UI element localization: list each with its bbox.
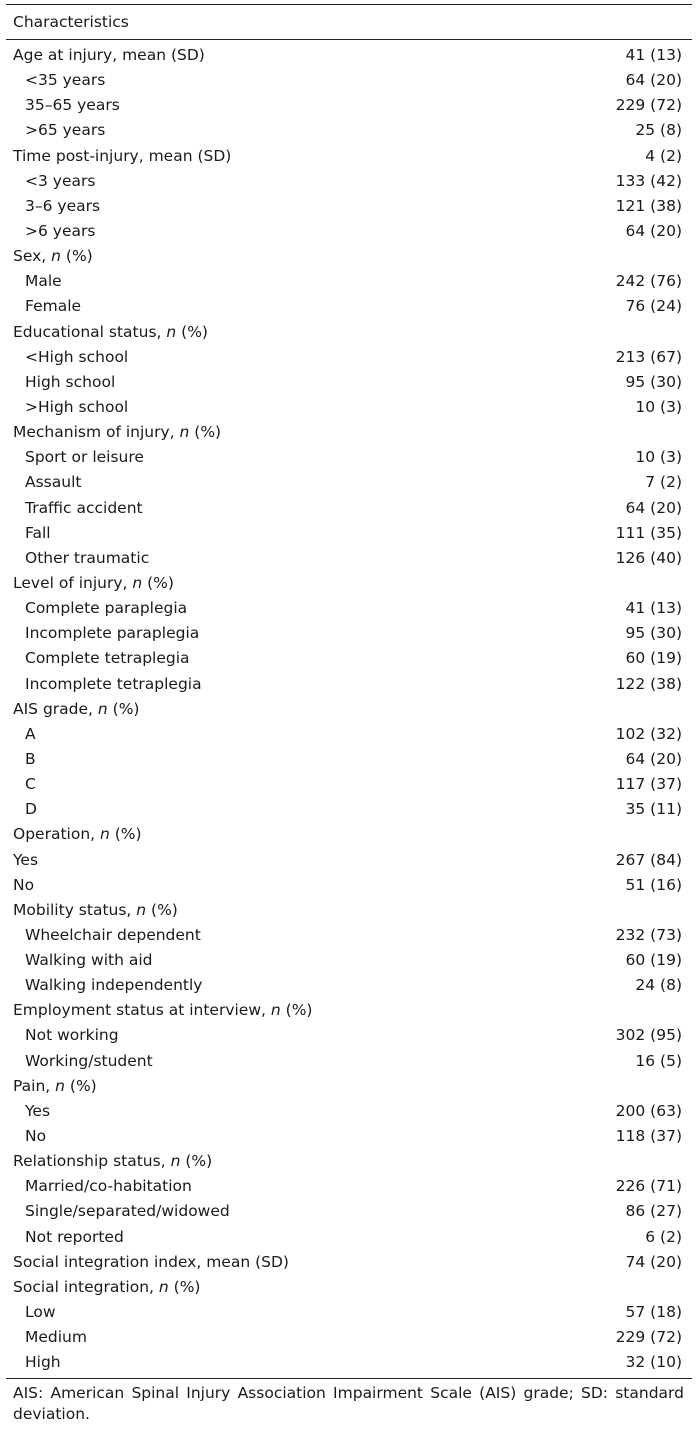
row-label-text: C (25, 775, 36, 794)
table-row (6, 1250, 692, 1275)
row-label (6, 445, 144, 470)
row-label (6, 697, 139, 722)
row-label-text: >65 years (25, 121, 106, 140)
row-value: 25 (8) (635, 121, 682, 140)
row-label-text: Single/separated/widowed (25, 1202, 230, 1221)
row-label-text: <High school (25, 347, 129, 366)
row-label (6, 470, 81, 495)
row-label-suffix: (%) (189, 423, 222, 442)
row-label (6, 345, 128, 370)
row-value: 10 (3) (635, 397, 682, 416)
row-value: 60 (19) (625, 649, 682, 668)
row-label (6, 1325, 87, 1350)
table-row (6, 269, 692, 294)
row-value: 4 (2) (645, 146, 682, 165)
row-label (6, 646, 190, 671)
row-label-text: <35 years (25, 71, 106, 90)
table-row (6, 1149, 692, 1174)
row-label (6, 1099, 50, 1124)
table-row (6, 546, 692, 571)
table-row (6, 395, 692, 420)
table-row (6, 923, 692, 948)
table-row (6, 244, 692, 269)
table-row (6, 43, 692, 68)
row-value: 242 (76) (615, 272, 682, 291)
row-value: 111 (35) (615, 523, 682, 542)
row-label (6, 1074, 97, 1099)
row-label-text: Medium (25, 1328, 87, 1347)
row-label-text: Wheelchair dependent (25, 925, 201, 944)
row-label-text: Time post-injury, mean (SD) (13, 146, 232, 165)
table-row (6, 219, 692, 244)
row-value: 229 (72) (615, 1328, 682, 1347)
row-label (6, 269, 62, 294)
row-label-text: High (25, 1353, 61, 1372)
row-label (6, 672, 202, 697)
row-label-text: Sport or leisure (25, 448, 144, 467)
row-label (6, 546, 149, 571)
row-label-text: Low (25, 1303, 56, 1322)
row-label-suffix: (%) (176, 322, 208, 341)
row-label-text: Traffic accident (25, 498, 143, 517)
row-label (6, 873, 34, 898)
row-label-text: Not reported (25, 1227, 124, 1246)
row-label-n: n (136, 900, 147, 919)
table-row (6, 571, 692, 596)
row-label (6, 571, 174, 596)
table-row (6, 697, 692, 722)
row-label (6, 43, 205, 68)
table-row (6, 998, 692, 1023)
row-value: 64 (20) (625, 749, 682, 768)
row-label-text: Mechanism of injury, (13, 423, 180, 442)
row-label-text: Employment status at interview, (13, 1001, 271, 1020)
row-value: 117 (37) (615, 775, 682, 794)
row-value: 213 (67) (615, 347, 682, 366)
row-label-text: AIS grade, (13, 699, 98, 718)
row-value: 10 (3) (635, 448, 682, 467)
row-label-text: <3 years (25, 171, 96, 190)
table-row (6, 194, 692, 219)
table-row (6, 747, 692, 772)
row-label-text: High school (25, 372, 116, 391)
row-label-suffix: (%) (168, 1277, 201, 1296)
row-label (6, 948, 152, 973)
table-row (6, 873, 692, 898)
row-label (6, 747, 36, 772)
table-row (6, 1049, 692, 1074)
row-value: 41 (13) (625, 599, 682, 618)
table-row (6, 948, 692, 973)
row-label-text: Sex, (13, 247, 52, 266)
table-row (6, 68, 692, 93)
row-label (6, 722, 36, 747)
row-label-text: B (25, 749, 36, 768)
row-label-n: n (55, 1076, 65, 1095)
row-value: 76 (24) (625, 297, 682, 316)
table-row (6, 1124, 692, 1149)
row-label-text: Incomplete tetraplegia (25, 674, 202, 693)
row-label-text: Working/student (25, 1051, 153, 1070)
row-label (6, 1350, 61, 1375)
row-label-text: Pain, (13, 1076, 56, 1095)
table-row (6, 848, 692, 873)
table-row (6, 898, 692, 923)
row-value: 122 (38) (615, 674, 682, 693)
row-label (6, 1124, 46, 1149)
row-value: 16 (5) (635, 1051, 682, 1070)
row-value: 200 (63) (615, 1101, 682, 1120)
row-label-text: Social integration, (13, 1277, 159, 1296)
row-label (6, 923, 201, 948)
row-label-n: n (158, 1277, 169, 1296)
row-value: 226 (71) (615, 1177, 682, 1196)
table-row (6, 596, 692, 621)
row-label-suffix: (%) (64, 1076, 97, 1095)
row-label-n: n (100, 825, 110, 844)
row-label (6, 1023, 119, 1048)
row-label-text: Other traumatic (25, 548, 150, 567)
row-label-text: Level of injury, (13, 573, 133, 592)
row-value: 64 (20) (625, 498, 682, 517)
row-label (6, 93, 120, 118)
row-label (6, 772, 36, 797)
table-row (6, 1023, 692, 1048)
row-value: 51 (16) (625, 875, 682, 894)
row-value: 6 (2) (645, 1227, 682, 1246)
table-row (6, 345, 692, 370)
table-footnote: AIS: American Spinal Injury Association Impairment Scale (AIS) grade; SD: standard deviation. (13, 1384, 684, 1424)
table-row (6, 646, 692, 671)
row-label (6, 1149, 212, 1174)
table-row (6, 973, 692, 998)
row-value: 35 (11) (625, 800, 682, 819)
table-row (6, 118, 692, 143)
row-value: 95 (30) (625, 372, 682, 391)
table-row (6, 621, 692, 646)
row-label-text: Walking independently (25, 976, 203, 995)
row-label (6, 1300, 56, 1325)
row-value: 302 (95) (615, 1026, 682, 1045)
characteristics-table (6, 4, 692, 1425)
row-label (6, 496, 143, 521)
row-value: 267 (84) (615, 850, 682, 869)
row-label-text: >6 years (25, 221, 96, 240)
row-value: 232 (73) (615, 925, 682, 944)
row-label (6, 521, 51, 546)
table-row (6, 1074, 692, 1099)
row-label-text: Operation, (13, 825, 100, 844)
row-label-text: Educational status, (13, 322, 167, 341)
table-row (6, 772, 692, 797)
table-row (6, 1325, 692, 1350)
row-label-n: n (97, 699, 108, 718)
row-label-text: Relationship status, (13, 1152, 171, 1171)
row-label (6, 144, 231, 169)
row-value: 102 (32) (615, 724, 682, 743)
row-label (6, 68, 105, 93)
row-label (6, 320, 208, 345)
table-row (6, 1174, 692, 1199)
row-value: 74 (20) (625, 1252, 682, 1271)
table-row (6, 320, 692, 345)
table-header: Characteristics (13, 13, 129, 31)
table-row (6, 1350, 692, 1375)
row-value: 64 (20) (625, 221, 682, 240)
row-label (6, 848, 38, 873)
row-label-text: Complete tetraplegia (25, 649, 190, 668)
row-label (6, 1049, 153, 1074)
row-value: 41 (13) (625, 46, 682, 64)
row-label (6, 370, 115, 395)
row-label-text: Social integration index, mean (SD) (13, 1252, 289, 1271)
row-label (6, 1275, 200, 1300)
row-label-suffix: (%) (60, 247, 93, 266)
row-label-text: Mobility status, (13, 900, 137, 919)
table-row (6, 1300, 692, 1325)
row-value: 133 (42) (615, 171, 682, 190)
table-row (6, 1225, 692, 1250)
table-row (6, 294, 692, 319)
table-body (6, 40, 692, 1378)
row-label (6, 822, 142, 847)
table-row (6, 370, 692, 395)
row-value: 64 (20) (625, 71, 682, 90)
row-value: 32 (10) (625, 1353, 682, 1372)
row-value: 95 (30) (625, 624, 682, 643)
row-label (6, 244, 93, 269)
row-label-n: n (170, 1152, 181, 1171)
row-label-text: Fall (25, 523, 51, 542)
table-row (6, 144, 692, 169)
row-label-text: Age at injury, mean (SD) (13, 46, 205, 64)
row-label (6, 1225, 124, 1250)
table-row (6, 1099, 692, 1124)
row-label-text: Married/co-habitation (25, 1177, 192, 1196)
row-label-text: 35–65 years (25, 96, 120, 115)
row-label-text: D (25, 800, 37, 819)
row-value: 126 (40) (615, 548, 682, 567)
row-label-text: Female (25, 297, 82, 316)
table-row (6, 496, 692, 521)
table-row (6, 93, 692, 118)
row-label-text: No (13, 875, 35, 894)
row-label-suffix: (%) (109, 825, 142, 844)
row-value: 118 (37) (615, 1127, 682, 1146)
row-label-n: n (179, 423, 190, 442)
row-label-text: Yes (13, 850, 39, 869)
row-label-text: A (25, 724, 36, 743)
row-value: 60 (19) (625, 951, 682, 970)
row-label (6, 169, 95, 194)
row-label-text: Walking with aid (25, 951, 153, 970)
table-row (6, 797, 692, 822)
table-row (6, 822, 692, 847)
row-label-suffix: (%) (107, 699, 140, 718)
row-value: 121 (38) (615, 196, 682, 215)
table-row (6, 169, 692, 194)
row-label-text: >High school (25, 397, 129, 416)
row-label-text: Not working (25, 1026, 119, 1045)
row-label-suffix: (%) (146, 900, 178, 919)
row-label-suffix: (%) (142, 573, 174, 592)
row-label (6, 294, 81, 319)
table-row (6, 521, 692, 546)
row-label (6, 1174, 192, 1199)
table-row (6, 672, 692, 697)
row-label-suffix: (%) (280, 1001, 313, 1020)
row-value: 86 (27) (625, 1202, 682, 1221)
table-row (6, 470, 692, 495)
row-label-n: n (270, 1001, 281, 1020)
row-label-text: 3–6 years (25, 196, 101, 215)
row-label (6, 219, 95, 244)
row-label (6, 194, 100, 219)
row-value: 229 (72) (615, 96, 682, 115)
row-label-text: Incomplete paraplegia (25, 624, 200, 643)
row-label (6, 621, 199, 646)
table-row (6, 722, 692, 747)
row-label (6, 973, 202, 998)
row-label-suffix: (%) (180, 1152, 213, 1171)
row-label-text: No (25, 1127, 47, 1146)
table-row (6, 1199, 692, 1224)
row-label (6, 420, 221, 445)
row-label (6, 797, 37, 822)
table-row (6, 420, 692, 445)
row-label-n: n (166, 322, 177, 341)
row-label (6, 1250, 289, 1275)
row-label (6, 395, 128, 420)
row-label (6, 898, 178, 923)
row-label-text: Male (25, 272, 62, 291)
table-row (6, 1275, 692, 1300)
row-label (6, 998, 312, 1023)
row-label-text: Yes (25, 1101, 51, 1120)
row-label-text: Complete paraplegia (25, 599, 188, 618)
row-label (6, 118, 105, 143)
row-label-n: n (132, 573, 143, 592)
row-label (6, 596, 187, 621)
table-row (6, 445, 692, 470)
row-label-n: n (51, 247, 61, 266)
row-value: 24 (8) (635, 976, 682, 995)
row-label (6, 1199, 230, 1224)
row-value: 7 (2) (645, 473, 682, 492)
row-value: 57 (18) (625, 1303, 682, 1322)
row-label-text: Assault (25, 473, 82, 492)
